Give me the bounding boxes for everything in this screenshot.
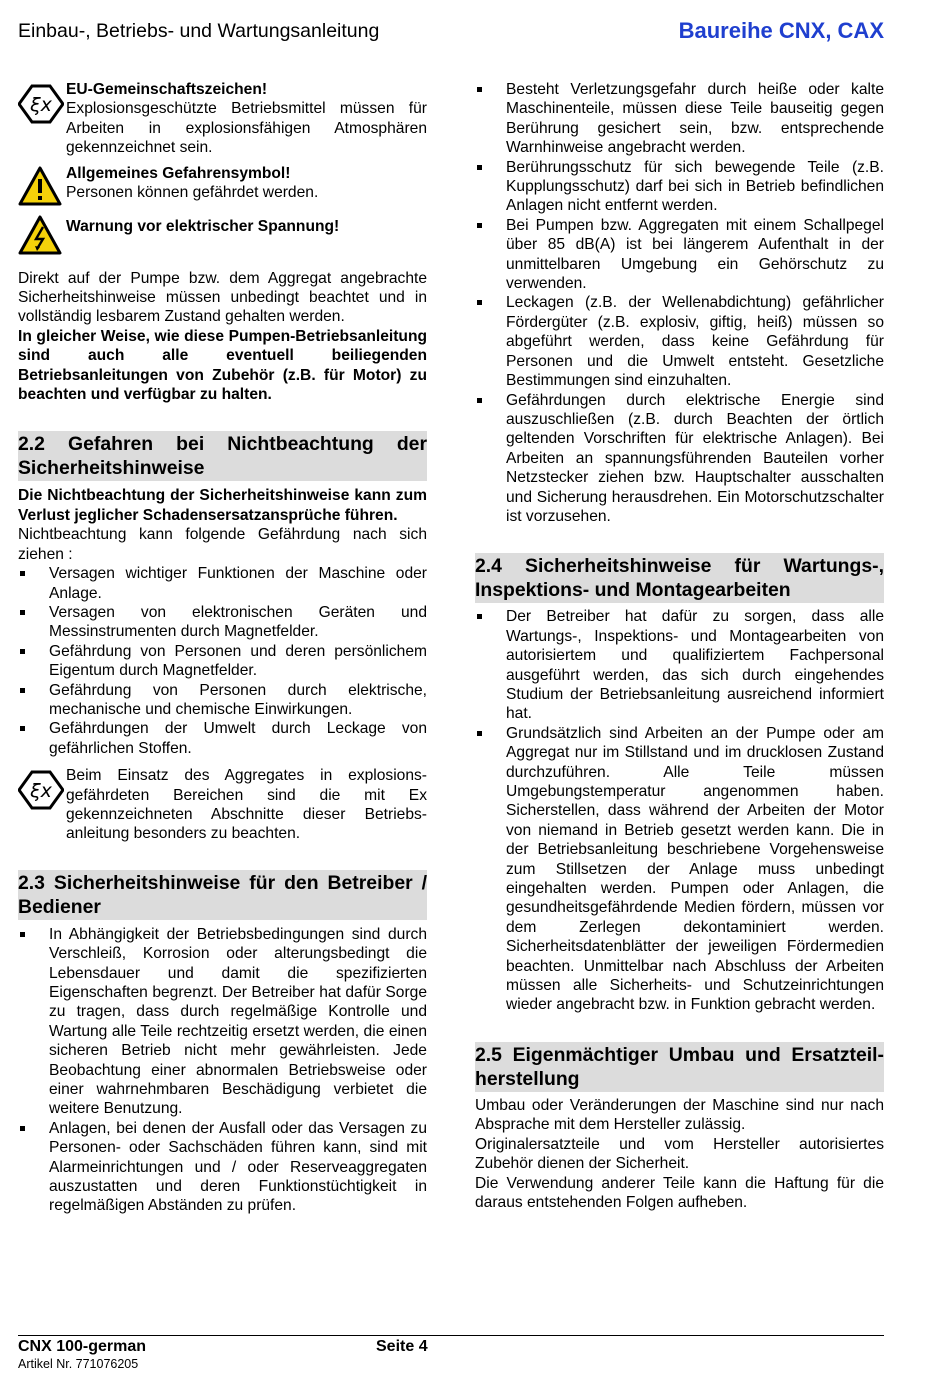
section-2-2-bold-text: Die Nichtbeachtung der Sicherheitshinweise kann zum Verlust jeglicher Schadensersatzansprüche führen. (18, 487, 427, 524)
list-item: Grundsätzlich sind Arbeiten an der Pumpe oder am Aggregat nur im Stillstand und im drucklosen Zustand durchzuführen. Alle Teile müssen Umgebungstemperatur angenommen haben. Sicherstellen, dass während der Arbeiten der Motor von niemand in Betrieb gesetzt werden kann. Die in der Betriebsanleitung beschriebene Vorgehensweise zum Stillsetzen der Anlage muss unbedingt eingehalten werden. Pumpen oder Anlagen, die gesundheitsgefährdende Medien fördern, müssen vor dem Zerlegen dekontaminiert werden. Sicherheitsdatenblätter der jeweiligen Fördermedien beachten. Unmittelbar nach Abschluss der Arbeiten müssen alle Sicherheits- und Schutzeinrichtungen wieder angebracht bzw. in Funktion gebracht werden. (475, 724, 884, 1015)
footer-article-number: Artikel Nr. 771076205 (18, 1357, 139, 1371)
intro-bold-paragraph: In gleicher Weise, wie diese Pumpen-Betriebsanleitung sind auch alle eventuell beiliegenden Betriebsanleitungen von Zubehör (z.B. für Motor) zu beachten und verfügbar zu halten. (18, 327, 427, 404)
electric-symbol-block (18, 217, 427, 261)
ex-explosion-icon (18, 770, 64, 810)
footer-page-number: Seite 4 (376, 1338, 428, 1355)
list-item: Versagen von elektronischen Geräten und Messinstrumenten durch Magnetfelder. (18, 603, 427, 642)
section-2-5-paragraph-3: Die Verwendung anderer Teile kann die Haftung für die daraus entstehenden Folgen aufheben. (475, 1174, 884, 1211)
right-column (475, 80, 884, 1212)
section-2-2-heading: 2.2 Gefahren bei Nichtbeachtung der Sicherheitshinweise (18, 433, 427, 480)
section-2-3-list (18, 925, 427, 1216)
ex-explosion-icon (18, 84, 64, 124)
warning-symbol-text: Personen können gefährdet werden. (66, 184, 319, 202)
svg-text:ξx: ξx (30, 94, 52, 116)
list-item: Besteht Verletzungsgefahr durch heiße oder kalte Maschinenteile, müssen diese Teile bauseitig gegen Berührung gesichert sein, bzw. entsprechende Warnhinweise angebracht werden. (475, 80, 884, 158)
section-2-4-heading: 2.4 Sicherheitshinweise für Wartungs-, Inspektions- und Montagearbeiten (475, 555, 884, 602)
section-2-3-list-continued (475, 80, 884, 526)
section-2-5-paragraph-1: Umbau oder Veränderungen der Maschine sind nur nach Absprache mit dem Hersteller zulässig. (475, 1096, 884, 1134)
footer-divider (18, 1335, 884, 1336)
list-item: Versagen wichtiger Funktionen der Maschine oder Anlage. (18, 564, 427, 603)
electric-symbol-title: Warnung vor elektrischer Spannung! (66, 217, 340, 235)
warning-symbol-block (18, 164, 427, 208)
section-2-2-list (18, 564, 427, 758)
page-header (18, 18, 884, 48)
list-item: Anlagen, bei denen der Ausfall oder das Versagen zu Personen- oder Sachschäden führen kann, sind mit Alarmeinrichtungen und / oder Reserveaggregaten auszustatten und deren Funktionstüchtigkeit in regelmäßigen Abständen zu prüfen. (18, 1119, 427, 1216)
list-item: Gefährdungen der Umwelt durch Leckage von gefährlichen Stoffen. (18, 719, 427, 758)
document-title: Einbau-, Betriebs- und Wartungsanleitung (18, 20, 380, 42)
ex-symbol-title: EU-Gemeinschaftszeichen! (66, 81, 268, 98)
ex-symbol-block (18, 80, 427, 158)
section-2-2-intro: Nichtbeachtung kann folgende Gefährdung nach sich ziehen : (18, 526, 427, 563)
list-item: Bei Pumpen bzw. Aggregaten mit einem Schallpegel über 85 dB(A) ist bei längerem Aufenthalt in der unmittelbaren Umgebung ein Gehörschutz zu verwenden. (475, 216, 884, 294)
list-item: In Abhängigkeit der Betriebsbedingungen sind durch Verschleiß, Korrosion oder alterungsbedingt die Lebensdauer und damit die spezifizierten Eigenschaften begrenzt. Der Betreiber hat dafür Sorge zu tragen, dass durch regelmäßige Kontrolle und Wartung alle Teile rechtzeitig ersetzt werden, die einen sicheren Betrieb nicht mehr gewährleisten. Jede Beobachtung einer abnormalen Betriebsweise oder einer wahrnehmbaren Beschädigung verbietet die weitere Benutzung. (18, 925, 427, 1119)
list-item: Gefährdungen durch elektrische Energie sind auszuschließen (z.B. durch Beachten der örtlich geltenden Vorschriften für elektrische Anlagen). Bei Arbeiten an spannungsführenden Bauteilen vorher Netzstecker ziehen bzw. Hauptschalter ausschalten und Sicherung herausdrehen. Ein Motorschutzschalter ist vorzusehen. (475, 391, 884, 527)
intro-paragraph: Direkt auf der Pumpe bzw. dem Aggregat angebrachte Sicherheitshinweise müssen unbedingt beachtet und in vollständig lesbarem Zustand gehalten werden. (18, 269, 427, 326)
section-2-5-heading: 2.5 Eigenmächtiger Umbau und Ersatzteil-herstellung (475, 1043, 884, 1090)
list-item: Berührungsschutz für sich bewegende Teile (z.B. Kupplungsschutz) darf bei sich in Betrieb befindlichen Anlagen nicht entfernt werden. (475, 158, 884, 216)
footer-document-id: CNX 100-german (18, 1338, 147, 1355)
electric-voltage-icon (18, 215, 62, 255)
ex-symbol-text: Explosionsgeschützte Betriebsmittel müssen für Arbeiten in explosionsfähigen Atmosphären gekennzeichnet sein. (66, 100, 427, 157)
list-item: Leckagen (z.B. der Wellenabdichtung) gefährlicher Fördergüter (z.B. explosiv, giftig, heiß) müssen so abgeführt werden, dass keine Gefährdung für Personen und die Umwelt entsteht. Gesetzliche Bestimmungen sind einzuhalten. (475, 293, 884, 390)
warning-triangle-icon (18, 166, 62, 206)
section-2-5-paragraph-2: Originalersatzteile und vom Hersteller autorisiertes Zubehör dienen der Sicherheit. (475, 1135, 884, 1173)
warning-symbol-title: Allgemeines Gefahrensymbol! (66, 164, 291, 182)
list-item: Gefährdung von Personen durch elektrische, mechanische und chemische Einwirkungen. (18, 681, 427, 720)
series-title: Baureihe CNX, CAX (678, 18, 884, 43)
ex-notice-block (18, 766, 427, 844)
list-item: Gefährdung von Personen und deren persönlichem Eigentum durch Magnetfelder. (18, 642, 427, 681)
left-column (18, 80, 427, 1216)
section-2-4-list (475, 607, 884, 1015)
list-item: Der Betreiber hat dafür zu sorgen, dass alle Wartungs-, Inspektions- und Montagearbeiten von autorisiertem und qualifiziertem Fachpersonal ausgeführt werden, das sich durch eingehendes Studium der Betriebsanleitung ausreichend informiert hat. (475, 607, 884, 723)
page-footer (18, 1338, 438, 1371)
ex-notice-text: Beim Einsatz des Aggregates in explosions-gefährdeten Bereichen sind die mit Ex gekennzeichneten Abschnitte dieser Betriebs-anleitung besonders zu beachten. (66, 767, 427, 843)
svg-text:ξx: ξx (30, 780, 52, 803)
section-2-3-heading: 2.3 Sicherheitshinweise für den Betreiber / Bediener (18, 871, 427, 918)
